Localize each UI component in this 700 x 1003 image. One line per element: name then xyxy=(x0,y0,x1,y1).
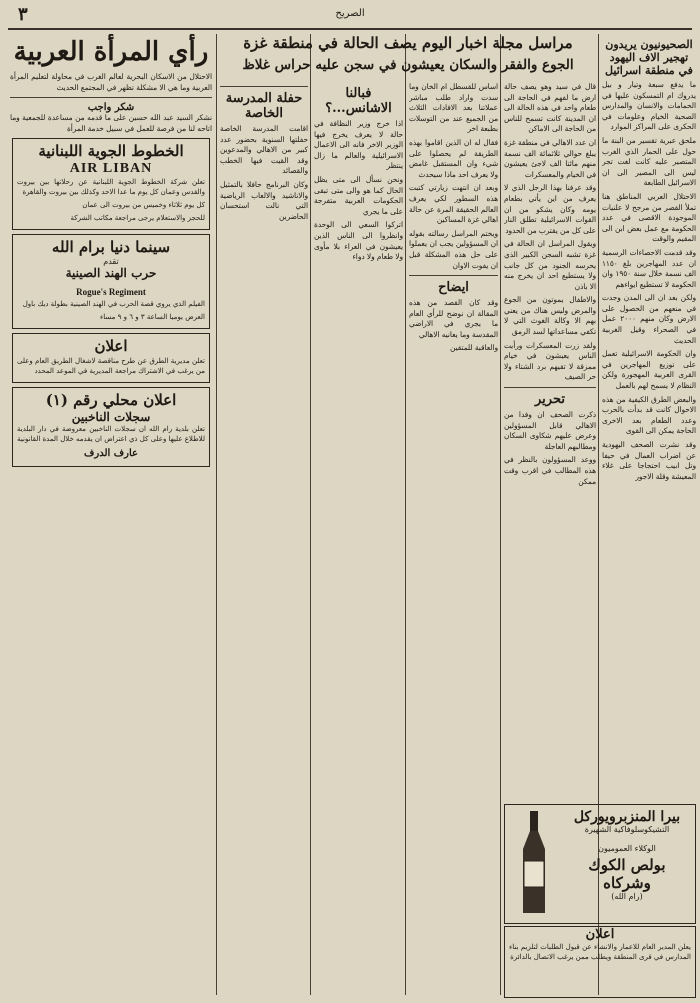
ad-latin: AIR LIBAN xyxy=(69,161,153,177)
film-title-en: Rogue's Regiment xyxy=(76,287,146,298)
divider xyxy=(220,86,308,87)
paragraph: ولقد زرت المعسكرات ورأيت الناس يعيشون في خيام ممزقة لا تقيهم برد الشتاء ولا حر الصيف xyxy=(504,340,596,382)
paragraph: وان الحكومة الاسرائيلية تعمل على توزيع المهاجرين في القرى العربية المهجورة ولكن النظام لا يسمح لهم بالعمل xyxy=(602,349,696,391)
paragraph: ويقول المراسل ان الحالة في غزة تشبه السجن الكبير الذي يحرسه الجنود من كل جانب ولا يستطيع احد ان يخرج منه الا باذن xyxy=(504,239,596,291)
beer-ad xyxy=(504,804,696,924)
sub-title: شكر واجب xyxy=(87,102,135,114)
paragraph: وقد كان القصد من هذه المقالة ان نوضح للرأي العام ما يجري في الاراضي المقدسة وما يعانيه الاهالي xyxy=(409,298,498,339)
ad-subtitle: التشيكوسلوفاكية الشهيرة xyxy=(584,825,670,834)
paragraph: وقد قدمت الاحصاءات الرسمية ان عدد المهاجرين بلغ ١١٥٠ الف نسمة خلال سنة ١٩٥٠ وان الحكومة لا تستطيع ايواءهم xyxy=(602,247,696,289)
paragraph: ولكن بعد ان الى المدن وجدت في منعهم من الحصول على الارض وكان منهم ٢٠٠٠ عمل في الصحراء وقيل الغربية الحديث xyxy=(602,293,696,345)
ad-title: الخطوط الجوية اللبنانية xyxy=(38,142,184,161)
column-rule xyxy=(405,34,406,995)
paragraph: وبعد ان انتهت زيارتي كتبت هذه السطور لكي يعرف العالم الحقيقة المرة عن حالة اهالي غزة المساكين xyxy=(409,183,498,225)
column-rule xyxy=(216,34,217,995)
paragraph: والاطفال يموتون من الجوع والمرض وليس هناك من يعني بهم الا وكالة الغوث التي لا تكفي مساعداتها لسد الرمق xyxy=(504,295,596,337)
paragraph: وقد عرفنا بهذا الرجل الذي لا يعرف من اين يأتي بطعام يومه وكان يشكو من ان القوات الاسرائيلية تطلق النار على كل من يقترب من الحدود xyxy=(504,183,596,235)
section-title: حفلة المدرسة الخاصة xyxy=(225,91,303,121)
main-headline-line2: الجوع والفقر والسكان يعيشون في سجن عليه حراس غلاظ xyxy=(242,57,574,73)
article-title: الصحيونيون يريدون تهجير الاف اليهود في منطقة اسرائيل xyxy=(605,38,693,77)
divider xyxy=(409,275,498,276)
notice-sub: سجلات الناخبين xyxy=(71,410,151,425)
paragraph: ما يدفع سبعة وتيار و بيل يدروك ام التمسكون عليها في الحمامات والانسان والمدارس الصحية الخيام وعلومات في الحكرى على المراكز الموارد xyxy=(602,80,696,132)
ad-line: للحجز والاستعلام يرجى مراجعة مكاتب الشركة xyxy=(70,214,205,223)
paragraph: ملحق عبرية تقسير من البنة ما حول على الحمار الذي الغرب المتصير عليه كانت لغت تجر ليس الى المصير الى ان الاسرائيل الطابعة xyxy=(602,135,696,188)
paragraph: اتركوا السعي الى الوحدة وانظروا الى الناس الذين يعيشون في العراء بلا مأوى ولا طعام ولا دواء xyxy=(314,220,403,262)
paragraph: الاحتلال العربي المناطق هنا تملأ القصر من مرجح لا علنيات الموجودة الاقصى في عدد الحكومة مع عمل بعض ابن الى المقيم والوقت xyxy=(602,191,696,244)
paragraph: والبعض الطرق الكيفية من هذه الاحوال كانت قد بدأت بالحرب وعدد الطعام بعد الاخرى الحاجة يمكن الى القوى xyxy=(602,394,696,436)
paragraph: الاحتلال من الاسكان البحرية لعالم الغرب في محاولة لتعليم المرأة العربية وما هي الا مشكلة تظهر في المجتمع الحديث xyxy=(10,72,212,92)
notice-title: اعلان xyxy=(94,337,128,356)
paragraph: اذا خرج وزير النظافة في حالة لا يعرف يخرج فيها الوزير الاخر فانه الى الاعمال الاسرائيلية والعالم ما زال ينتظر xyxy=(314,119,403,171)
paragraph: فقال له ان الذين اقاموا بهذه الطريقة لم يحصلوا على شيء وان المستقبل غامض ولا يعرف احد ماذا سيحدث xyxy=(409,137,498,179)
ad-text: تعلن شركة الخطوط الجوية اللبنانية عن رحلاتها بين بيروت والقدس وعمان كل يوم ما عدا الاحد وكذلك بين بيروت والقاهرة xyxy=(17,178,205,197)
notice-title: اعلان xyxy=(585,927,615,942)
paragraph: ويختم المراسل رسالته بقوله ان المسؤولين يجب ان يعملوا على حل هذه المشكلة قبل ان يفوت الاوان xyxy=(409,228,498,270)
paragraph: اقامت المدرسة الخاصة حفلتها السنوية بحضور عدد كبير من الاهالي والمدعوين وقد القيت فيها الخطب والقصائد xyxy=(220,124,308,176)
divider xyxy=(10,97,212,98)
paragraph: اساس للقسطل ام الخان وما سدت واراد طلب مباشر عملاتنا بعد الافادات الثلاث من الجميع عند من التوسلات بطبعة اخر xyxy=(409,82,498,134)
ad-agent-label: الوكلاء العموميون xyxy=(598,844,656,853)
notice-text: تعلن مديرية الطرق عن طرح مناقصة لاشغال الطريق العام وعلى من يرغب في الاشتراك مراجعة المديرية في الموعد المحدد xyxy=(17,357,205,376)
paragraph: قال في سيد وهو يصف حالة ارض ما لفهم في الحاجة الى طعام واحد في هذه الحالة الى ان المدينة كانت تسمح للناس من الحاجة الى الاماكن xyxy=(504,82,596,134)
local-notice-box xyxy=(12,387,210,467)
col-5 xyxy=(220,82,308,997)
ad-times: العرض يوميا الساعة ٣ و ٦ و ٩ مساء xyxy=(99,313,205,322)
main-headline-line1: مراسل مجلة اخبار اليوم يصف الحالة في منطقة غزة xyxy=(243,34,573,52)
air-liban-ad xyxy=(12,138,210,230)
ad-city: (رام الله) xyxy=(611,892,643,901)
paragraph: ونحن نسأل الى متى يظل الحال كما هو والى متى تبقى الحكومات العربية متفرجة على ما يجري xyxy=(314,174,403,216)
ad-sub: تقدم xyxy=(103,257,119,267)
paragraph: والعاقبة للمتقين xyxy=(450,343,498,353)
notice-text: تعلن بلدية رام الله ان سجلات الناخبين معروضة في دار البلدية للاطلاع عليها وعلى كل ذي اعتراض ان يقدمه خلال المدة القانونية xyxy=(17,425,205,444)
paragraph: ووعد المسؤولون بالنظر في هذه المطالب في اقرب وقت ممكن xyxy=(504,455,596,486)
column-rule xyxy=(500,34,501,995)
cinema-ad xyxy=(12,234,210,329)
col-4 xyxy=(314,82,403,997)
paragraph: ذكرت الصحف ان وفدا من الاهالي قابل المسؤولين وعرض عليهم شكاوى السكان ومطالبهم العاجلة xyxy=(504,410,596,451)
paragraph: ان عدد الاهالي في منطقة غزة يبلغ حوالي ثلاثمائة الف نسمة منهم مائتا الف لاجئ يعيشون في الخيام والمعسكرات xyxy=(504,137,596,179)
bottom-right-notice xyxy=(504,926,696,998)
notice-title: اعلان محلي رقم (١) xyxy=(45,391,177,410)
ad-title: بيرا المنزبرويوركل xyxy=(573,809,681,825)
section-title: ايضاح xyxy=(438,280,469,296)
bottle-icon xyxy=(511,809,557,917)
page-number: ٣ xyxy=(18,4,28,25)
ad-line: كل يوم ثلاثاء وخميس من بيروت الى عمان xyxy=(82,201,205,210)
signature: عارف الدرف xyxy=(84,448,138,460)
column-rule xyxy=(310,34,311,995)
paragraph: وقد نشرت الصحف اليهودية عن اضراب العمال في حيفا وتل ابيب احتجاجا على غلاء المعيشة وقلة الاجور xyxy=(602,440,696,481)
main-headline-block xyxy=(220,34,596,78)
notice-box xyxy=(12,333,210,383)
paragraph: وكان البرنامج حافلا بالتمثيل والاناشيد والالعاب الرياضية التي نالت استحسان الحاضرين xyxy=(220,179,308,221)
col-3 xyxy=(409,82,498,997)
divider xyxy=(504,387,596,388)
paper-name: الصريح xyxy=(335,8,365,19)
left-title: رأي المرأة العربية xyxy=(13,37,209,67)
notice-text: يعلن المدير العام للاعمار والانشاء عن قبول الطلبات لتلزيم بناء المدارس في قرى المنطقة ويطلب ممن يرغب الاتصال بالدائرة xyxy=(509,943,691,961)
section-title: تحرير xyxy=(535,392,565,408)
film-title: حرب الهند الصينية xyxy=(65,266,157,281)
paragraph: نشكر السيد عبد الله حسين على ما قدمه من مساعدة للجمعية وما اتاحه لنا من فرصة للعمل في سبيل خدمة المرأة xyxy=(10,113,212,133)
ad-text: الفيلم الذي يروي قصة الحرب في الهند الصينية بطولة ديك باول xyxy=(22,300,205,309)
left-column xyxy=(10,34,212,997)
ad-agent: بولص الكوك وشركاه xyxy=(588,856,666,892)
ad-title: سينما دنيا برام الله xyxy=(51,238,171,257)
masthead xyxy=(8,4,692,30)
box-title: فبالنا الاشانس...؟ xyxy=(325,86,392,116)
